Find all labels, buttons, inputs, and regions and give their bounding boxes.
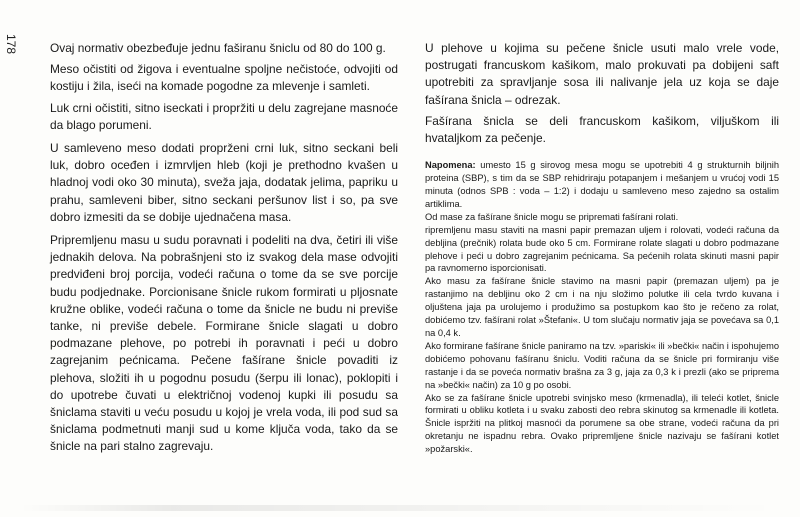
note-paragraph	[425, 159, 779, 211]
page-number: 178	[4, 34, 18, 55]
scan-smudge	[20, 505, 780, 511]
note-label: Napomena:	[425, 160, 476, 171]
right-column	[425, 40, 779, 456]
note-paragraph: ripremljenu masu staviti na masni papir premazan uljem i rolovati, vodeći računa da debljina (prečnik) rolata bude oko 5 cm. Formirane rolate slagati u dobro podmazane plehove i peći u dobro zagrejanim pećnicama. Sa pećenih rolata skinuti masni papir pa ravnomerno isporcionisati.	[425, 224, 779, 274]
paragraph: Ovaj normativ obezbeđuje jednu faširanu šniclu od 80 do 100 g.	[50, 41, 386, 55]
note-paragraph: Ako se za fašírane šnicle upotrebi svinjsko meso (krmenadla), ili teleći kotlet, šnicle formirati u obliku kotleta i u svaku zabosti deo rebra skinutog sa krmenadle ili kotleta. Šnicle ispržiti na plitkoj masnoći da porumene sa obe strane, vodeći računa da pri okretanju ne ispadnu rebra. Ovako pripremljene šnicle nazivaju se fašírani kotlet »požarski«.	[425, 392, 779, 455]
paragraph: Fašírana šnicla se deli francuskom kašikom, viljuškom ili hvataljkom za pečenje.	[425, 113, 779, 146]
note-paragraph: Ako masu za fašírane šnicle stavimo na masni papir (premazan uljem) pa je rastanjimo na debljinu oko 2 cm i na nju složimo polutke ili cela tvrdo kuvana i oljuštena jaja pa urolujemo i produžimo sa postupkom kao što je rečeno za rolat, dobićemo tzv. fašírani rolat »Štefani«. U tom slučaju normativ jaja se povećava sa 0,1 na 0,4 k.	[425, 276, 779, 338]
paragraph: U samleveno meso dodati proprženi crni luk, sitno seckani beli luk, dobro oceđen i izmrvljen hleb (koji je prethodno kvašen u hladnoj vodi oko 30 minuta), sveža jaja, dodatak jelima, papriku u prahu, samleveni biber, sitno seckani peršunov list i so, pa sve dobro izmesiti da se dobije ujednačena masa.	[50, 141, 398, 224]
note-paragraph: Od mase za fašírane šnicle mogu se pripremati fašírani rolati.	[425, 211, 679, 222]
paragraph: Pripremljenu masu u sudu poravnati i podeliti na dva, četiri ili više jednakih delova. Na pobrašnjeni sto iz svakog dela mase odvojiti predviđeni broj porcija, vodeći računa o tome da se sve porcije budu podjednake. Porcionisane šnicle rukom formirati u pljosnate kružne oblike, vodeći računa o tome da šnicle ne budu ni previše tanke, ni previše debele. Formirane šnicle slagati u dobro podmazane plehove, po potrebi ih poravnati i peći u dobro zagrejanim pećnicama. Pečene fašírane šnicle povaditi iz plehova, složiti ih u pogodnu posudu (šerpu ili lonac), poklopiti i do upotrebe čuvati u električnoj vodenoj kupki ili posudu sa šniclama staviti u veću posudu u kojoj je vrela voda, ili pod sud sa šniclama podmetnuti manji sud u kome ključa voda, tako da se šnicle na pari stalno zagrevaju.	[50, 233, 398, 454]
note-text: umesto 15 g sirovog mesa mogu se upotrebiti 4 g strukturnih biljnih proteina (SBP), s tim da se SBP rehidriraju potapanjem i mešanjem u vrućoj vodi 15 minuta (odnos SPB : voda – 1:2) i dodaju u samleveno meso zajedno sa ostalim artiklima.	[425, 160, 779, 209]
paragraph: Luk crni očistiti, sitno iseckati i propržiti u delu zagrejane masnoće da blago porumeni.	[50, 100, 398, 132]
note-paragraph: Ako formirane fašírane šnicle paniramo na tzv. »pariski« ili »bečki« način i ispohujemo dobićemo pohovanu fašíranu šniclu. Voditi računa da se šnicle pri formiranju više rastanje i da se poveća normativ brašna za 3 g, jaja za 0,3 k i prezli (ako se priprema na »bečki« način) za 10 g po osobi.	[425, 340, 779, 390]
paragraph: Meso očistiti od žigova i eventualne spoljne nečistoće, odvojiti od kostiju i žila, iseći na komade pogodne za mlevenje i samleti.	[50, 62, 398, 94]
left-column	[50, 40, 398, 460]
paragraph: U plehove u kojima su pečene šnicle usuti malo vrele vode, postrugati francuskom kašikom, malo prokuvati pa dobijeni saft upotrebiti za spravljanje sosa ili nalivanje jela uz koja se daje fašírana šnicla – odrezak.	[425, 41, 779, 107]
